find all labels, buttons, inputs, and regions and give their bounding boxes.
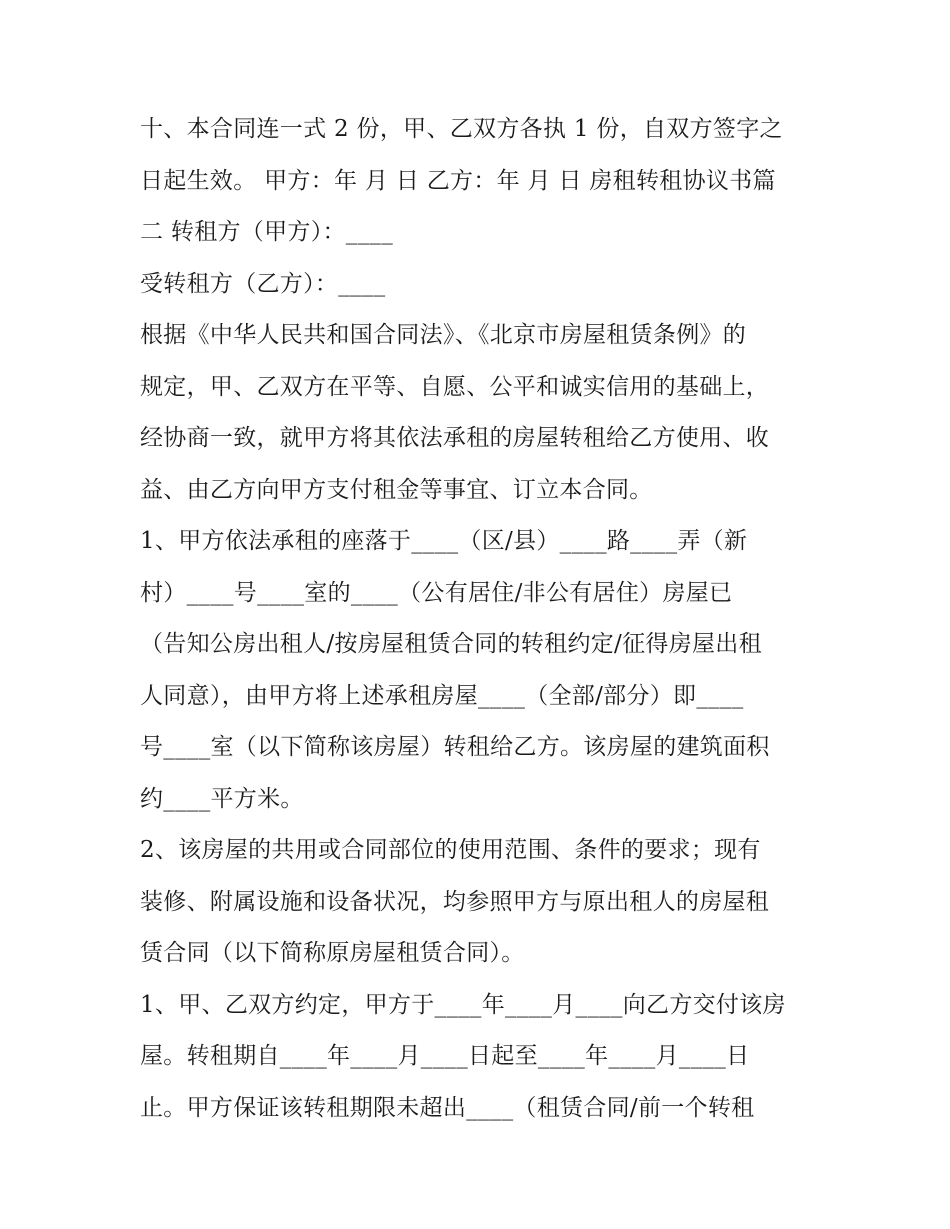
document-body	[140, 104, 820, 1134]
text-line: 约____平方米。	[140, 785, 304, 812]
text-line: 受转租方（乙方）：____	[140, 270, 386, 297]
text-line: 十、本合同连一式 2 份，甲、乙双方各执 1 份，自双方签字之	[140, 116, 783, 142]
text-line: 规定，甲、乙双方在平等、自愿、公平和诚实信用的基础上，	[140, 373, 770, 400]
text-line: 日起生效。 甲方：年 月 日 乙方：年 月 日 房租转租协议书篇	[140, 167, 776, 194]
text-line: 赁合同（以下简称原房屋租赁合同）。	[140, 940, 525, 966]
text-line: 屋。转租期自____年____月____日起至____年____月____日	[140, 1043, 750, 1069]
text-line: 装修、附属设施和设备状况，均参照甲方与原出租人的房屋租	[140, 888, 770, 915]
text-line: 人同意），由甲方将上述承租房屋____（全部/部分）即____	[140, 682, 744, 709]
text-line: 益、由乙方向甲方支付租金等事宜、订立本合同。	[140, 476, 653, 503]
text-line: 号____室（以下简称该房屋）转租给乙方。该房屋的建筑面积	[140, 734, 770, 760]
text-line: 2、该房屋的共用或合同部位的使用范围、条件的要求；现有	[140, 837, 761, 863]
text-line: 止。甲方保证该转租期限未超出____（租赁合同/前一个转租	[140, 1094, 755, 1121]
text-line: 1、甲方依法承租的座落于____（区/县）____路____弄（新	[140, 528, 748, 554]
text-line: （告知公房出租人/按房屋租赁合同的转租约定/征得房屋出租	[140, 631, 762, 657]
text-line: 二 转租方（甲方）：____	[140, 219, 394, 245]
text-line: 村）____号____室的____（公有居住/非公有居住）房屋已	[140, 579, 733, 606]
text-line: 根据《中华人民共和国合同法》、《北京市房屋租赁条例》的	[140, 322, 747, 348]
text-line: 1、甲、乙双方约定，甲方于____年____月____向乙方交付该房	[140, 991, 786, 1018]
text-line: 经协商一致，就甲方将其依法承租的房屋转租给乙方使用、收	[140, 425, 770, 451]
